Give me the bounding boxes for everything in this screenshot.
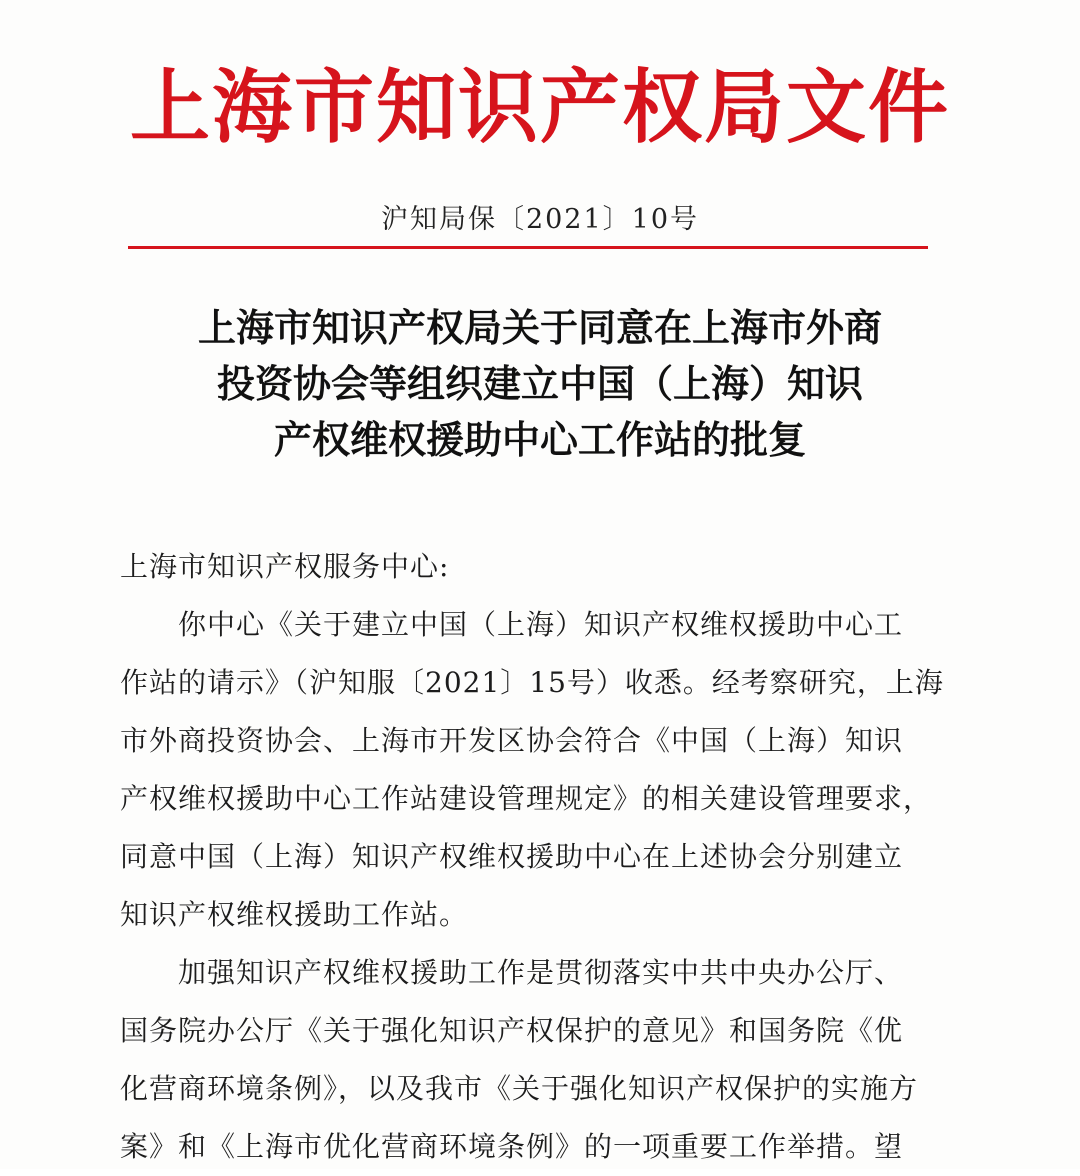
body-line: 知识产权维权援助工作站。: [120, 898, 469, 931]
body-line: 加强知识产权维权援助工作是贯彻落实中共中央办公厅、: [120, 956, 904, 989]
title-line: 产权维权援助中心工作站的批复: [273, 418, 806, 462]
document-number: 沪知局保〔2021〕10号: [380, 204, 700, 235]
body-line: 同意中国（上海）知识产权维权援助中心在上述协会分别建立: [120, 840, 904, 873]
header-red-divider: [128, 246, 928, 249]
body-line: 国务院办公厅《关于强化知识产权保护的意见》和国务院《优: [120, 1014, 904, 1047]
body-line: 你中心《关于建立中国（上海）知识产权维权援助中心工: [120, 608, 904, 641]
body-line: 案》和《上海市优化营商环境条例》的一项重要工作举措。望: [120, 1130, 904, 1163]
paragraph-2: [120, 944, 950, 1176]
salutation: 上海市知识产权服务中心:: [120, 550, 450, 583]
document-title: [60, 300, 1020, 468]
body-line: 产权维权援助中心工作站建设管理规定》的相关建设管理要求，: [120, 782, 933, 815]
paragraph-1: [120, 596, 950, 944]
document-header-title: 上海市知识产权局文件: [130, 61, 950, 154]
document-body: [120, 538, 950, 1176]
body-line: 作站的请示》（沪知服〔2021〕15号）收悉。经考察研究，上海: [120, 666, 944, 699]
body-line: 化营商环境条例》，以及我市《关于强化知识产权保护的实施方: [120, 1072, 919, 1105]
title-line: 投资协会等组织建立中国（上海）知识: [216, 362, 863, 406]
body-line: 市外商投资协会、上海市开发区协会符合《中国（上海）知识: [120, 724, 904, 757]
title-line: 上海市知识产权局关于同意在上海市外商: [197, 306, 882, 350]
